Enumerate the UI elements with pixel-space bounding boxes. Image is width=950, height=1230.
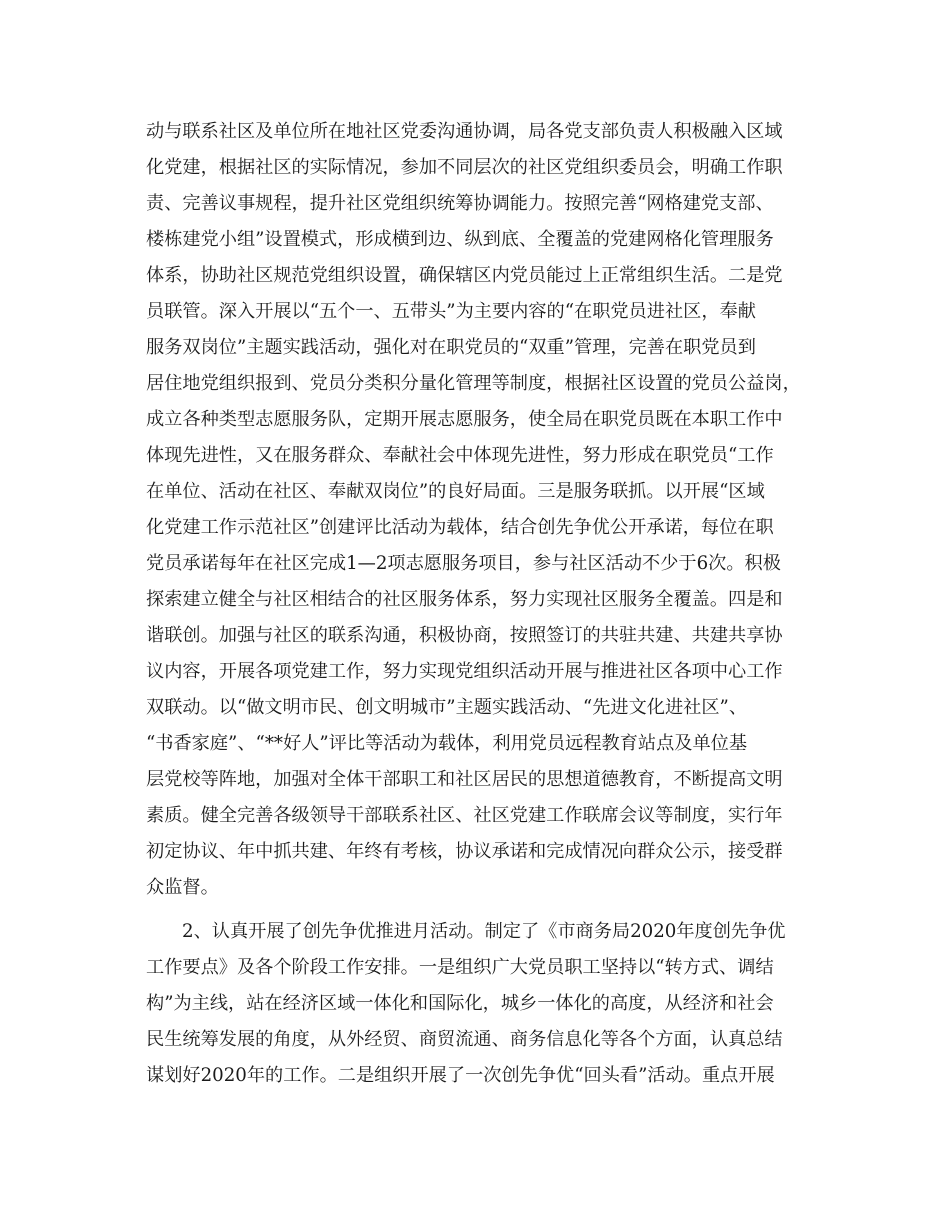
text-line: 探索建立健全与社区相结合的社区服务体系，努力实现社区服务全覆盖。四是和 [146, 589, 783, 610]
text-line: 楼栋建党小组”设置模式，形成横到边、纵到底、全覆盖的党建网格化管理服务 [146, 229, 774, 250]
text-line: 员联管。深入开展以“五个一、五带头”为主要内容的“在职党员进社区，奉献 [146, 301, 756, 322]
text-line: 双联动。以“做文明市民、创文明城市”主题实践活动、“先进文化进社区”、 [146, 697, 748, 718]
text-line: 工作要点》及各个阶段工作安排。一是组织广大党员职工坚持以“转方式、调结 [146, 957, 774, 978]
text-line: 动与联系社区及单位所在地社区党委沟通协调，局各党支部负责人积极融入区域 [146, 121, 783, 142]
text-line: 谋划好2020年的工作。二是组织开展了一次创先争优“回头看”活动。重点开展 [146, 1065, 775, 1086]
text-line: 成立各种类型志愿服务队，定期开展志愿服务，使全局在职党员既在本职工作中 [146, 409, 783, 430]
text-line: 民生统筹发展的角度，从外经贸、商贸流通、商务信息化等各个方面，认真总结 [146, 1029, 783, 1050]
text-line: 素质。健全完善各级领导干部联系社区、社区党建工作联席会议等制度，实行年 [146, 805, 783, 826]
text-line: 层党校等阵地，加强对全体干部职工和社区居民的思想道德教育，不断提高文明 [146, 769, 783, 790]
text-line: 议内容，开展各项党建工作，努力实现党组织活动开展与推进社区各项中心工作 [146, 661, 783, 682]
text-line: 党员承诺每年在社区完成1—2项志愿服务项目，参与社区活动不少于6次。积极 [146, 553, 781, 574]
text-line: 众监督。 [146, 877, 219, 898]
text-line: 化党建，根据社区的实际情况，参加不同层次的社区党组织委员会，明确工作职 [146, 157, 783, 178]
text-line: 初定协议、年中抓共建、年终有考核，协议承诺和完成情况向群众公示，接受群 [146, 841, 783, 862]
text-line: 体现先进性，又在服务群众、奉献社会中体现先进性，努力形成在职党员“工作 [146, 445, 774, 466]
text-line: 在单位、活动在社区、奉献双岗位”的良好局面。三是服务联抓。以开展“区域 [146, 481, 765, 502]
text-line: 责、完善议事规程，提升社区党组织统筹协调能力。按照完善“网格建党支部、 [146, 193, 774, 214]
text-line: 居住地党组织报到、党员分类积分量化管理等制度，根据社区设置的党员公益岗， [146, 373, 801, 394]
text-line: 2、认真开展了创先争优推进月活动。制定了《市商务局2020年度创先争优 [182, 921, 786, 942]
text-line: 体系，协助社区规范党组织设置，确保辖区内党员能过上正常组织生活。二是党 [146, 265, 783, 286]
text-line: “书香家庭”、“**好人”评比等活动为载体，利用党员远程教育站点及单位基 [146, 733, 748, 754]
text-line: 谐联创。加强与社区的联系沟通，积极协商，按照签订的共驻共建、共建共享协 [146, 625, 783, 646]
text-line: 服务双岗位”主题实践活动，强化对在职党员的“双重”管理，完善在职党员到 [146, 337, 756, 358]
text-line: 构”为主线，站在经济区域一体化和国际化，城乡一体化的高度，从经济和社会 [146, 993, 774, 1014]
text-line: 化党建工作示范社区”创建评比活动为载体，结合创先争优公开承诺，每位在职 [146, 517, 774, 538]
